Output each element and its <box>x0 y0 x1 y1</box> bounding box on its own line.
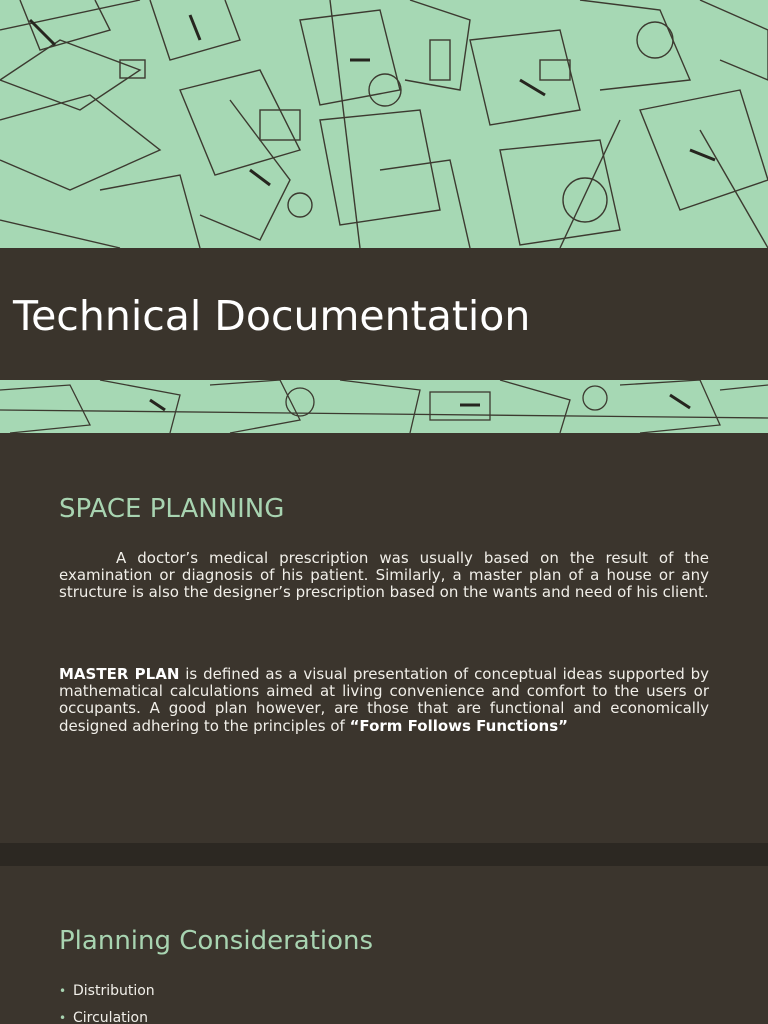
list-item-label: Distribution <box>73 983 155 999</box>
document-title: Technical Documentation <box>13 292 531 340</box>
bullet-icon: • <box>59 984 67 998</box>
considerations-list <box>59 982 155 1024</box>
section-heading-space-planning: SPACE PLANNING <box>59 494 285 524</box>
master-plan-paragraph <box>59 666 709 735</box>
form-follows-functions-quote: “Form Follows Functions” <box>349 716 569 735</box>
city-sketch-strip <box>0 380 768 433</box>
master-plan-definition: is defined as a visual presentation of conceptual ideas supported by mathematical calculations aimed at living convenience and comfort to the users or occupants. A good plan however, are those that are functional and economically designed adhering to the principles of <box>59 665 709 735</box>
city-sketch-banner-bottom <box>0 380 768 433</box>
bullet-icon: • <box>59 1011 67 1024</box>
slide-divider <box>0 843 768 866</box>
section-heading-planning-considerations: Planning Considerations <box>59 926 374 956</box>
city-sketch-banner-top <box>0 0 768 248</box>
city-sketch-illustration <box>0 0 768 248</box>
intro-paragraph: A doctor’s medical prescription was usually based on the result of the examination or diagnosis of his patient. Similarly, a master plan of a house or any structure is also the designer’s prescription based on the wants and need of his client. <box>59 549 709 602</box>
list-item <box>59 1009 155 1024</box>
master-plan-term: MASTER PLAN <box>59 665 180 683</box>
list-item <box>59 982 155 1009</box>
list-item-label: Circulation <box>73 1010 148 1024</box>
